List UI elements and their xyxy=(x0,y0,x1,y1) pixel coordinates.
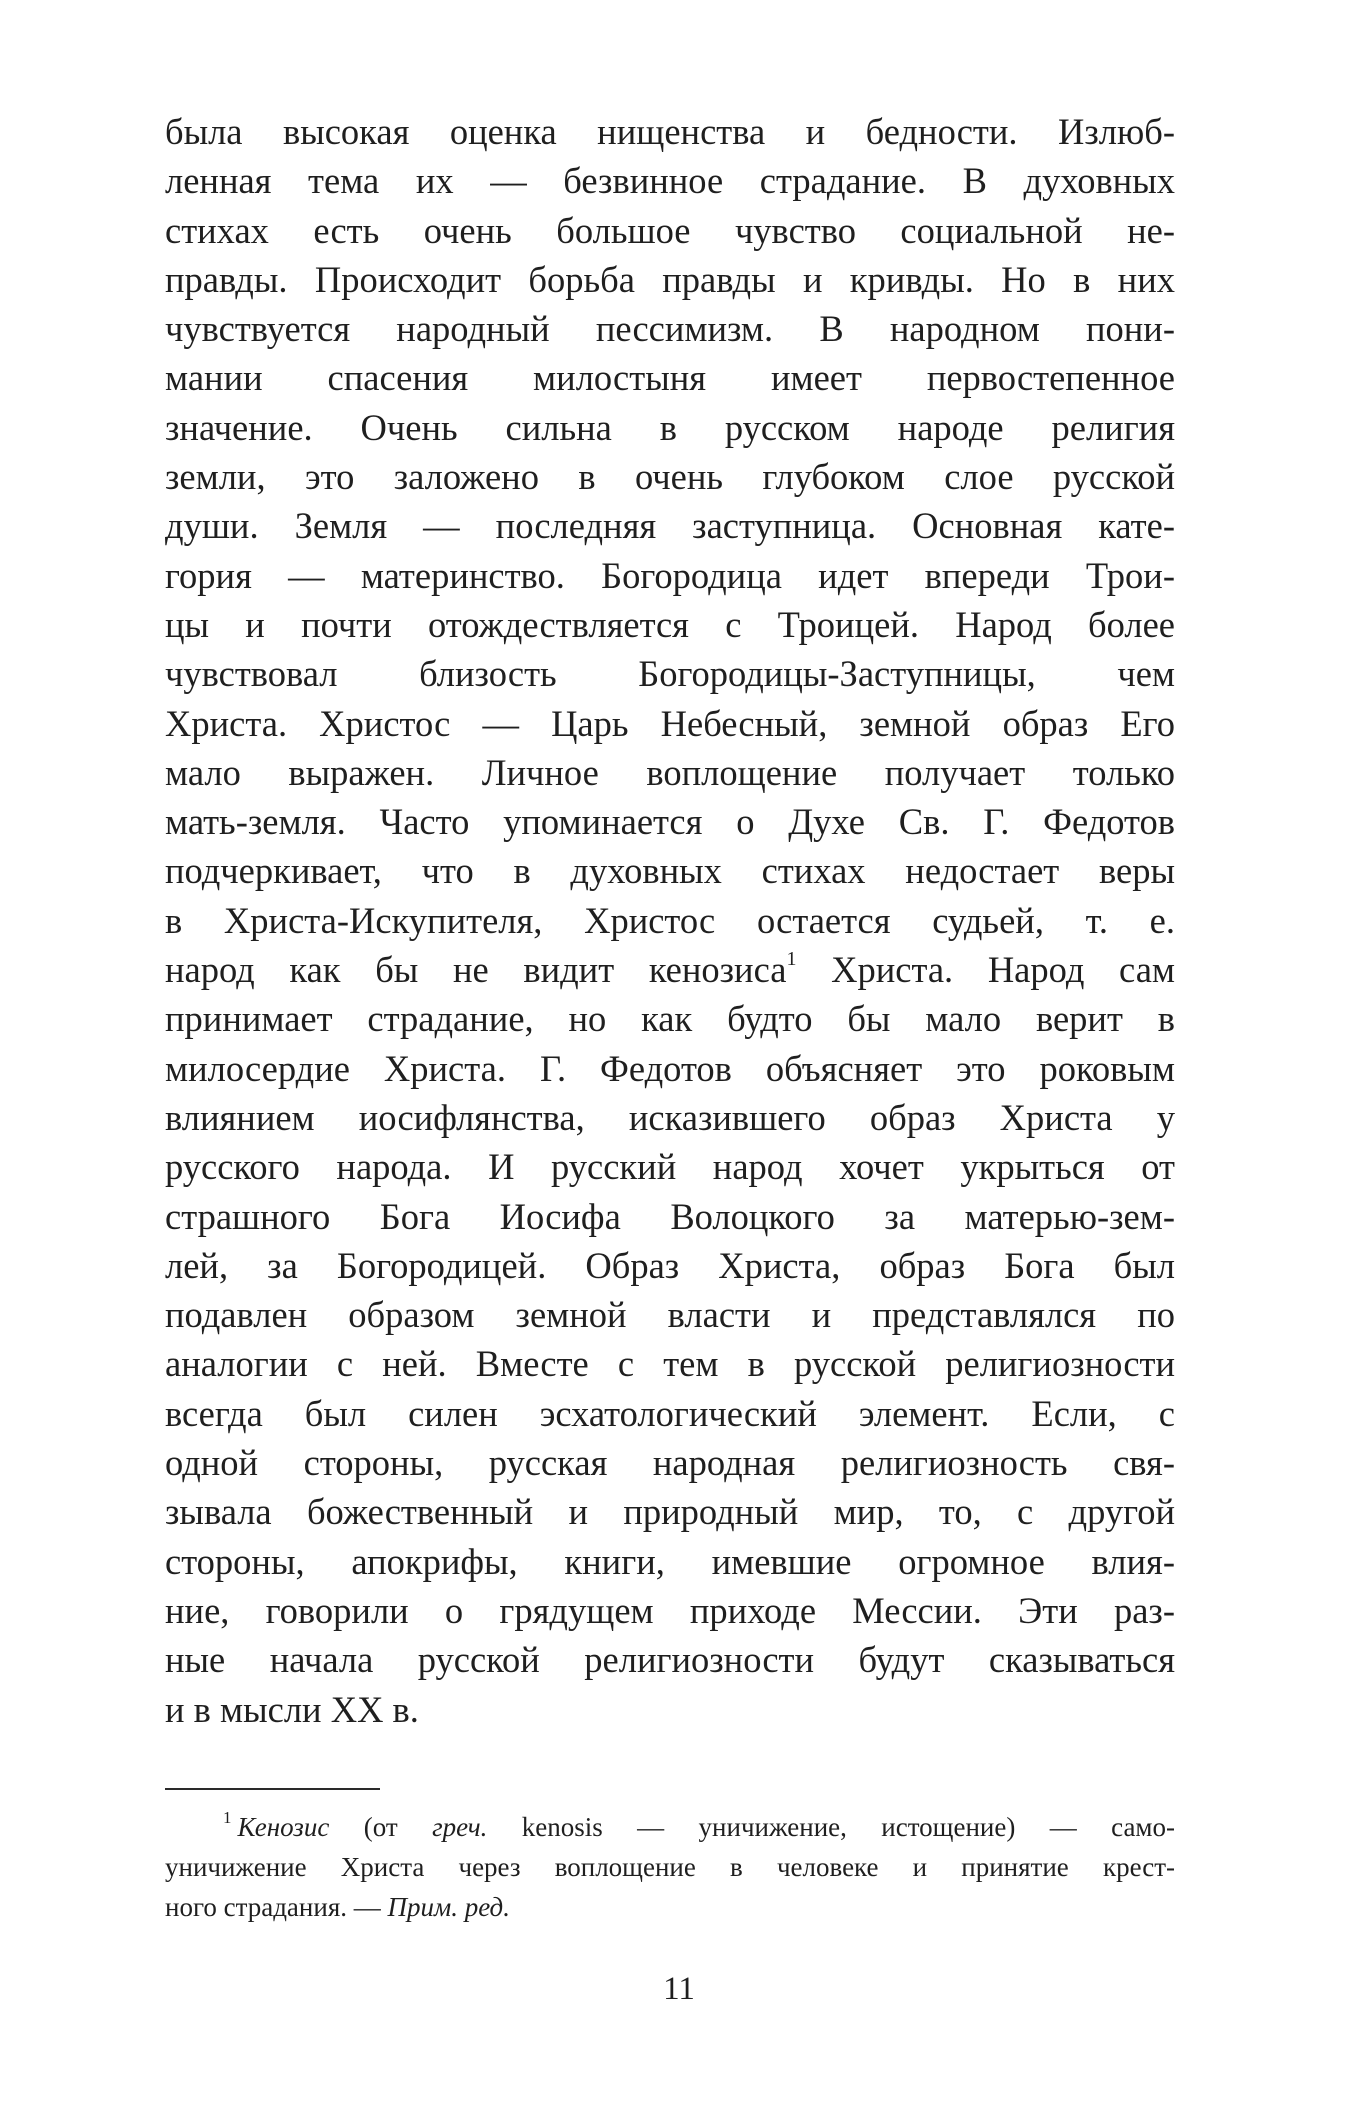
text-line: всегда был силен эсхатологический элемент. Если, с xyxy=(165,1392,1175,1434)
text-line: подавлен образом земной власти и представлялся по xyxy=(165,1294,1175,1336)
text-line: гория — материнство. Богородица идет впереди Трои- xyxy=(165,554,1175,596)
text-line: стороны, апокрифы, книги, имевшие огромное влия- xyxy=(165,1540,1175,1582)
footnote-mark: 1 xyxy=(223,1808,232,1827)
text-line: ленная тема их — безвинное страдание. В духовных xyxy=(165,160,1175,202)
text-line: чувствовал близость Богородицы-Заступницы, чем xyxy=(165,653,1175,695)
text-line: мало выражен. Личное воплощение получает только xyxy=(165,751,1175,793)
footnote-language: греч. xyxy=(432,1812,488,1842)
text-segment: Христа. Народ сам xyxy=(796,949,1175,991)
text-line: была высокая оценка нищенства и бедности. Излюб- xyxy=(165,111,1175,152)
text-line: ние, говорили о грядущем приходе Мессии. Эти раз- xyxy=(165,1589,1175,1631)
text-line: влиянием иосифлянства, исказившего образ Христа у xyxy=(165,1096,1175,1138)
text-line: мать-земля. Часто упоминается о Духе Св. Г. Федотов xyxy=(165,801,1175,843)
text-line-with-footnote-ref xyxy=(165,945,1175,994)
text-line: цы и почти отождествляется с Троицей. Народ более xyxy=(165,603,1175,645)
footnote-text: (от xyxy=(329,1812,433,1842)
text-line: одной стороны, русская народная религиозность свя- xyxy=(165,1442,1175,1484)
text-line: правды. Происходит борьба правды и кривды. Но в них xyxy=(165,258,1175,300)
text-line: земли, это заложено в очень глубоком слое русской xyxy=(165,456,1175,498)
text-line: стихах есть очень большое чувство социальной не- xyxy=(165,209,1175,251)
text-line: страшного Бога Иосифа Волоцкого за матерью-зем- xyxy=(165,1195,1175,1237)
text-line: мании спасения милостыня имеет первостепенное xyxy=(165,357,1175,399)
footnote-reference[interactable]: 1 xyxy=(786,948,797,971)
text-segment: народ как бы не видит кенозиса xyxy=(165,949,787,991)
main-text xyxy=(165,107,1175,1734)
text-line: ные начала русской религиозности будут сказываться xyxy=(165,1639,1175,1681)
text-line: аналогии с ней. Вместе с тем в русской религиозности xyxy=(165,1343,1175,1385)
text-line: подчеркивает, что в духовных стихах недостает веры xyxy=(165,850,1175,892)
footnote-line xyxy=(165,1887,1175,1927)
text-line: принимает страдание, но как будто бы мало верит в xyxy=(165,998,1175,1040)
text-line: души. Земля — последняя заступница. Основная кате- xyxy=(165,505,1175,547)
text-line: в Христа-Искупителя, Христос остается судьей, т. е. xyxy=(165,899,1175,941)
footnote-text: kenosis — уничижение, истощение) — само- xyxy=(487,1812,1175,1842)
text-line: милосердие Христа. Г. Федотов объясняет это роковым xyxy=(165,1047,1175,1089)
page-number: 11 xyxy=(663,1971,695,2007)
text-line: значение. Очень сильна в русском народе религия xyxy=(165,406,1175,448)
text-line: и в мысли XX в. xyxy=(165,1688,419,1730)
text-line: лей, за Богородицей. Образ Христа, образ Бога был xyxy=(165,1244,1175,1286)
text-line: зывала божественный и природный мир, то, с другой xyxy=(165,1491,1175,1533)
footnote-text: ного страдания. — xyxy=(165,1892,388,1922)
footnote-line xyxy=(165,1807,1175,1847)
footnote-line: уничижение Христа через воплощение в человеке и принятие крест- xyxy=(165,1852,1175,1882)
footnote xyxy=(165,1807,1175,1927)
text-line: чувствуется народный пессимизм. В народном пони- xyxy=(165,308,1175,350)
editor-note: Прим. ред. xyxy=(387,1892,510,1922)
footnote-divider xyxy=(165,1788,380,1790)
footnote-term: Кенозис xyxy=(237,1812,330,1842)
text-line: Христа. Христос — Царь Небесный, земной образ Его xyxy=(165,702,1175,744)
text-line: русского народа. И русский народ хочет укрыться от xyxy=(165,1146,1175,1188)
